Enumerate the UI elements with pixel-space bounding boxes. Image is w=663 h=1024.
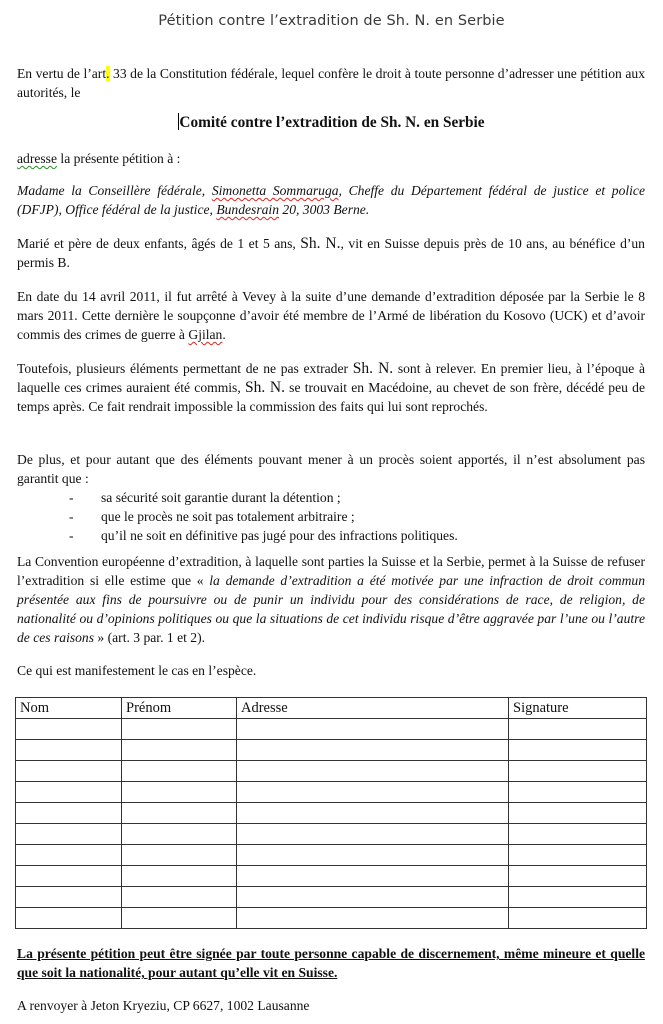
convention-paragraph	[17, 552, 645, 647]
arrest-paragraph	[17, 287, 645, 344]
family-text: , vit en Suisse depuis près de 10 ans, au bénéfice d’un permis B.	[17, 236, 645, 270]
cell-nom[interactable]	[16, 782, 122, 803]
alibi-paragraph	[17, 359, 645, 416]
intro-text-rest: 33 de la Constitution fédérale, lequel confère le droit à toute personne d’adresser une pétition aux autorités, le	[17, 66, 646, 100]
cell-nom[interactable]	[16, 908, 122, 929]
convention-text: La Convention européenne d’extradition, à laquelle sont parties la Suisse et la Serbie, permet à la Suisse de refuser l’extradition si elle estime que «	[17, 554, 645, 588]
alibi-text: se trouvait en Macédoine, au chevet de son frère, décédé peu de temps après. Ce fait rendrait impossible la commission des faits qui lui sont reprochés.	[17, 380, 645, 414]
list-item	[17, 488, 645, 507]
table-row	[16, 803, 647, 824]
signature-table	[15, 697, 647, 929]
column-header-adresse: Adresse	[237, 698, 509, 719]
cell-signature[interactable]	[509, 908, 647, 929]
return-address: A renvoyer à Jeton Kryeziu, CP 6627, 1002 Lausanne	[17, 998, 310, 1013]
committee-name: Comité contre l’extradition de Sh. N. en Serbie	[179, 114, 485, 131]
column-header-prenom: Prénom	[122, 698, 237, 719]
intro-text: En vertu de l’art	[17, 66, 107, 81]
guarantees-list	[17, 488, 645, 545]
list-item-text: que le procès ne soit pas totalement arbitraire ;	[101, 509, 355, 524]
cell-adresse[interactable]	[237, 740, 509, 761]
cell-adresse[interactable]	[237, 887, 509, 908]
person-name: Sh. N.	[244, 379, 285, 396]
guarantees-text: De plus, et pour autant que des éléments pouvant mener à un procès soient apportés, il n’est absolument pas garantit que :	[17, 452, 645, 486]
addressee-text: , Cheffe du Département fédéral de justice et police (DFJP), Office fédéral de la justice,	[17, 183, 645, 217]
intro-paragraph	[17, 64, 645, 102]
cell-adresse[interactable]	[237, 866, 509, 887]
list-item-text: qu’il ne soit en définitive pas jugé pour des infractions politiques.	[101, 528, 458, 543]
arrest-text: En date du 14 avril 2011, il fut arrêté à Vevey à la suite d’une demande d’extradition déposée par la Serbie le 8 mars 2011. Cette dernière le soupçonne d’avoir été membre de l’Armé de libération du Kosovo (UCK) et d’avoir commis des crimes de guerre à	[17, 289, 645, 342]
bullet-dash: -	[69, 490, 74, 505]
table-row	[16, 908, 647, 929]
cell-signature[interactable]	[509, 824, 647, 845]
cell-prenom[interactable]	[122, 866, 237, 887]
document-title: Pétition contre l’extradition de Sh. N. en Serbie	[158, 13, 505, 29]
family-paragraph	[17, 234, 645, 272]
list-item	[17, 526, 645, 545]
table-row	[16, 761, 647, 782]
cell-prenom[interactable]	[122, 761, 237, 782]
cell-nom[interactable]	[16, 866, 122, 887]
cell-adresse[interactable]	[237, 803, 509, 824]
eligibility-note: La présente pétition peut être signée par toute personne capable de discernement, même mineure et quelle que soit la nationalité, pour autant qu’elle vit en Suisse.	[17, 946, 645, 980]
grammar-flagged-word[interactable]: adresse	[17, 151, 58, 166]
cell-prenom[interactable]	[122, 887, 237, 908]
column-header-nom: Nom	[16, 698, 122, 719]
table-row	[16, 845, 647, 866]
cell-nom[interactable]	[16, 719, 122, 740]
addressee-text: Madame la Conseillère fédérale,	[17, 183, 212, 198]
cell-adresse[interactable]	[237, 782, 509, 803]
cell-signature[interactable]	[509, 845, 647, 866]
cell-nom[interactable]	[16, 824, 122, 845]
alibi-text: sont à relever. En premier lieu, à l’époque à laquelle ces crimes auraient été commis,	[17, 361, 645, 395]
cell-adresse[interactable]	[237, 908, 509, 929]
cell-adresse[interactable]	[237, 761, 509, 782]
cell-adresse[interactable]	[237, 845, 509, 866]
table-row	[16, 740, 647, 761]
person-name: Sh. N.	[352, 360, 394, 377]
table-header-row	[16, 698, 647, 719]
list-item	[17, 507, 645, 526]
bullet-dash: -	[69, 509, 74, 524]
cell-prenom[interactable]	[122, 782, 237, 803]
table-row	[16, 866, 647, 887]
committee-heading	[0, 113, 663, 132]
cell-prenom[interactable]	[122, 740, 237, 761]
arrest-text-end: .	[222, 327, 226, 342]
cell-nom[interactable]	[16, 845, 122, 866]
cell-prenom[interactable]	[122, 803, 237, 824]
person-name: Sh. N.	[300, 235, 341, 252]
guarantees-paragraph	[17, 450, 645, 545]
cell-adresse[interactable]	[237, 719, 509, 740]
cell-adresse[interactable]	[237, 824, 509, 845]
spell-flagged-name[interactable]: Simonetta Sommaruga	[211, 183, 339, 198]
cell-nom[interactable]	[16, 803, 122, 824]
cell-signature[interactable]	[509, 719, 647, 740]
cell-nom[interactable]	[16, 761, 122, 782]
table-row	[16, 719, 647, 740]
family-text: Marié et père de deux enfants, âgés de 1 et 5 ans,	[17, 236, 301, 251]
table-row	[16, 824, 647, 845]
column-header-signature: Signature	[509, 698, 647, 719]
convention-reference: » (art. 3 par. 1 et 2).	[94, 630, 206, 645]
cell-nom[interactable]	[16, 740, 122, 761]
cell-prenom[interactable]	[122, 719, 237, 740]
bullet-dash: -	[69, 528, 74, 543]
cell-signature[interactable]	[509, 803, 647, 824]
cell-signature[interactable]	[509, 761, 647, 782]
cell-signature[interactable]	[509, 740, 647, 761]
signature-table-body	[16, 719, 647, 929]
cell-signature[interactable]	[509, 866, 647, 887]
list-item-text: sa sécurité soit garantie durant la détention ;	[101, 490, 341, 505]
addressee-intro	[17, 149, 645, 168]
table-row	[16, 782, 647, 803]
spell-flagged-place[interactable]: Gjilan	[188, 327, 223, 342]
addressee-paragraph	[17, 181, 645, 219]
highlighted-text: .	[106, 66, 110, 81]
cell-prenom[interactable]	[122, 845, 237, 866]
cell-nom[interactable]	[16, 887, 122, 908]
table-row	[16, 887, 647, 908]
conclusion-paragraph: Ce qui est manifestement le cas en l’espèce.	[17, 663, 257, 678]
addressee-text: 20, 3003 Berne.	[279, 202, 370, 217]
cell-prenom[interactable]	[122, 824, 237, 845]
cell-signature[interactable]	[509, 887, 647, 908]
cell-signature[interactable]	[509, 782, 647, 803]
alibi-text: Toutefois, plusieurs éléments permettant de ne pas extrader	[17, 361, 353, 376]
convention-quote: la demande d’extradition a été motivée par une infraction de droit commun présentée aux fins de poursuivre ou de punir un individu pour des considérations de race, de religion, de nationalité ou d’opinions politiques ou que la situations de cet individu risque d’être aggravée par l’une ou l’autre de ces raisons	[17, 573, 645, 645]
spell-flagged-street[interactable]: Bundesrain	[216, 202, 279, 217]
cell-prenom[interactable]	[122, 908, 237, 929]
addressee-intro-text: la présente pétition à :	[57, 151, 181, 166]
